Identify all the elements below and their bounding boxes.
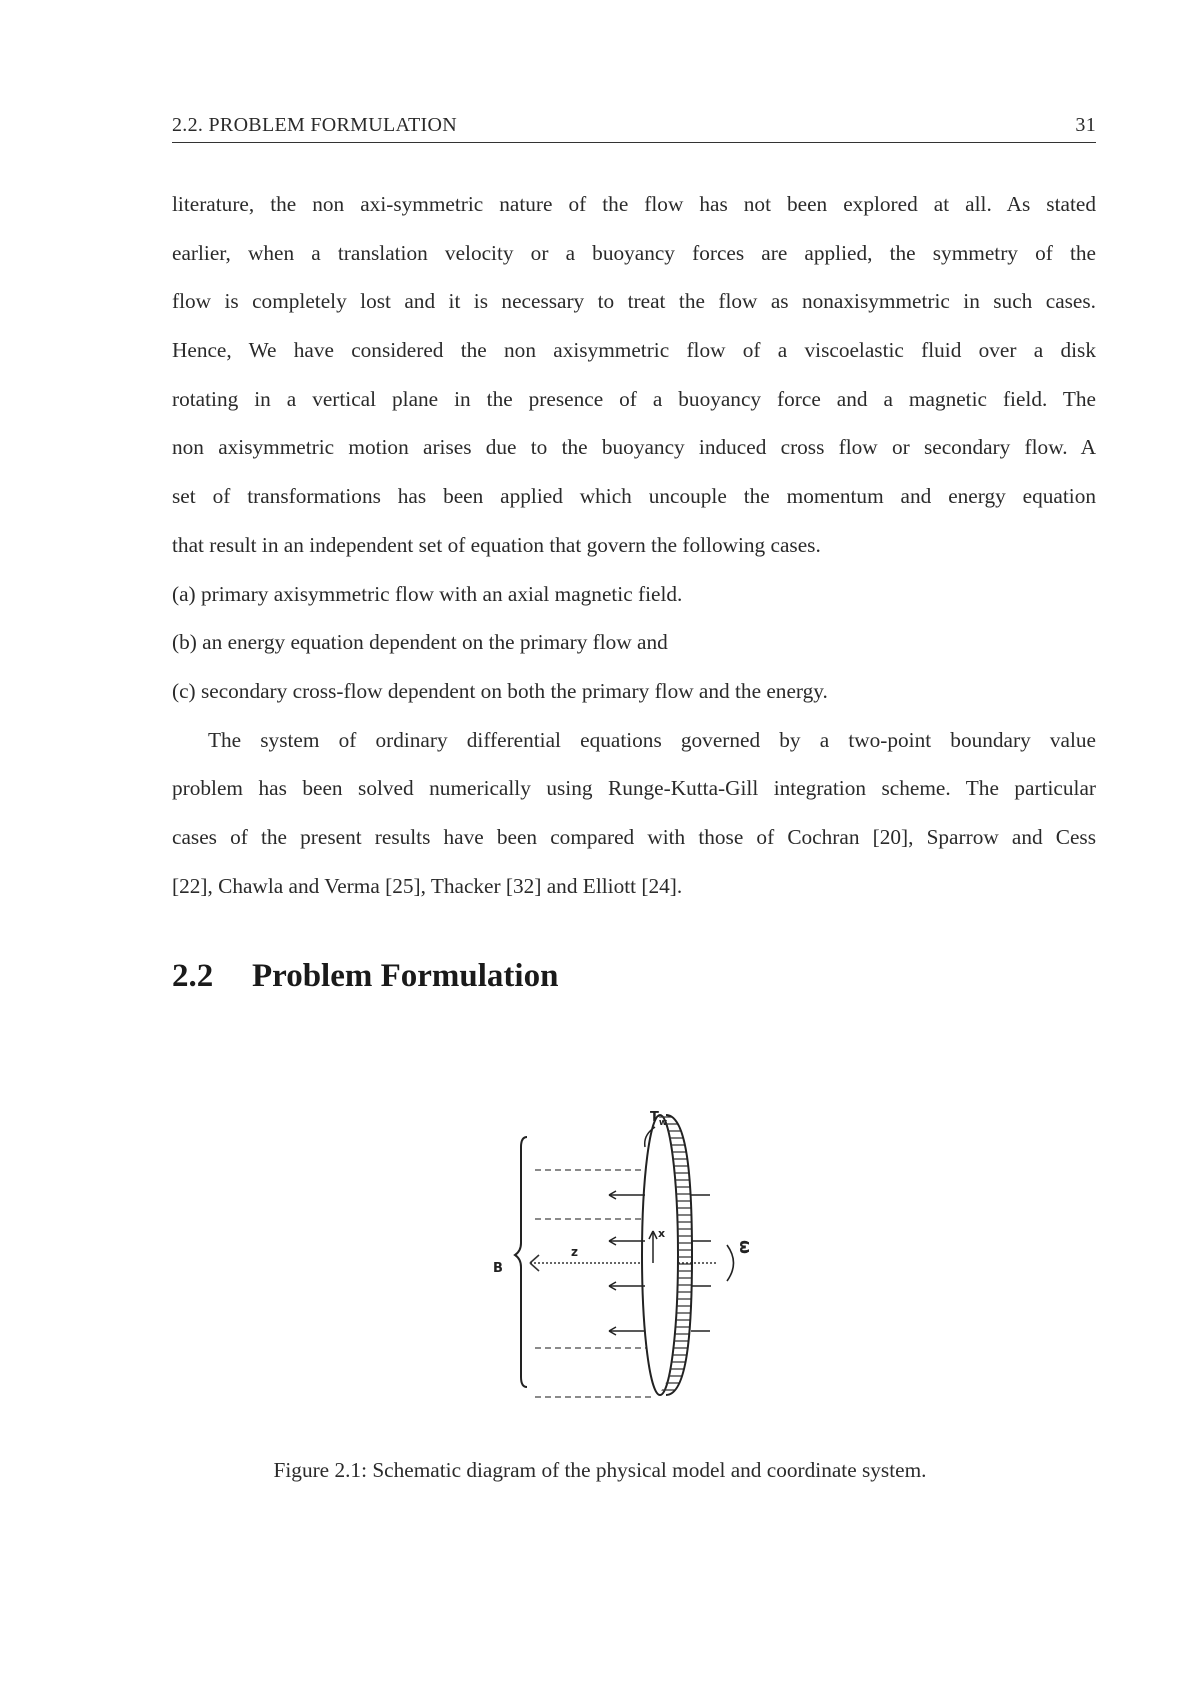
disk-face <box>642 1115 678 1395</box>
text-line: cases of the present results have been compared with those of Cochran [20], Sparrow and Cess <box>172 824 1096 849</box>
section-heading <box>172 958 558 995</box>
text-line: rotating in a vertical plane in the presence of a buoyancy force and a magnetic field. The <box>172 386 1096 411</box>
text-line: earlier, when a translation velocity or a buoyancy forces are applied, the symmetry of the <box>172 240 1096 265</box>
section-title: Problem Formulation <box>252 958 559 994</box>
running-head <box>172 112 1096 143</box>
figure-caption: Figure 2.1: Schematic diagram of the physical model and coordinate system. <box>273 1458 927 1482</box>
list-item: (b) an energy equation dependent on the primary flow and <box>172 630 668 655</box>
rotation-arc <box>727 1245 734 1281</box>
text-line: [22], Chawla and Verma [25], Thacker [32] and Elliott [24]. <box>172 873 683 898</box>
text-line: Hence, We have considered the non axisymmetric flow of a viscoelastic fluid over a disk <box>172 338 1096 363</box>
text-line: that result in an independent set of equation that govern the following cases. <box>172 532 821 557</box>
list-item: (c) secondary cross-flow dependent on both the primary flow and the energy. <box>172 678 828 703</box>
text-line: literature, the non axi-symmetric nature of the flow has not been explored at all. As stated <box>172 192 1096 216</box>
field-lines <box>535 1170 657 1397</box>
text-line: flow is completely lost and it is necessary to treat the flow as nonaxisymmetric in such cases. <box>172 289 1096 314</box>
body-text <box>172 180 1096 910</box>
text-line: problem has been solved numerically using Runge-Kutta-Gill integration scheme. The particular <box>172 776 1096 801</box>
magnetic-field-brace <box>515 1137 527 1387</box>
omega-label: ω <box>736 1240 755 1254</box>
section-number: 2.2 <box>172 958 214 994</box>
x-axis-label: x <box>658 1227 666 1240</box>
z-axis-label: z <box>571 1245 578 1259</box>
text-line: non axisymmetric motion arises due to the buoyancy induced cross flow or secondary flow. A <box>172 435 1096 460</box>
disk-schematic <box>485 1105 805 1410</box>
page-number: 31 <box>1075 114 1096 136</box>
magnetic-field-label: B <box>493 1261 503 1276</box>
text-line: set of transformations has been applied which uncouple the momentum and energy equation <box>172 484 1096 509</box>
list-item: (a) primary axisymmetric flow with an axial magnetic field. <box>172 581 683 606</box>
figure-diagram <box>485 1105 805 1415</box>
wall-temp-label: $T_w$ <box>650 1110 668 1128</box>
text-line: The system of ordinary differential equations governed by a two-point boundary value <box>208 727 1096 752</box>
running-head-section: 2.2. PROBLEM FORMULATION <box>172 114 458 136</box>
